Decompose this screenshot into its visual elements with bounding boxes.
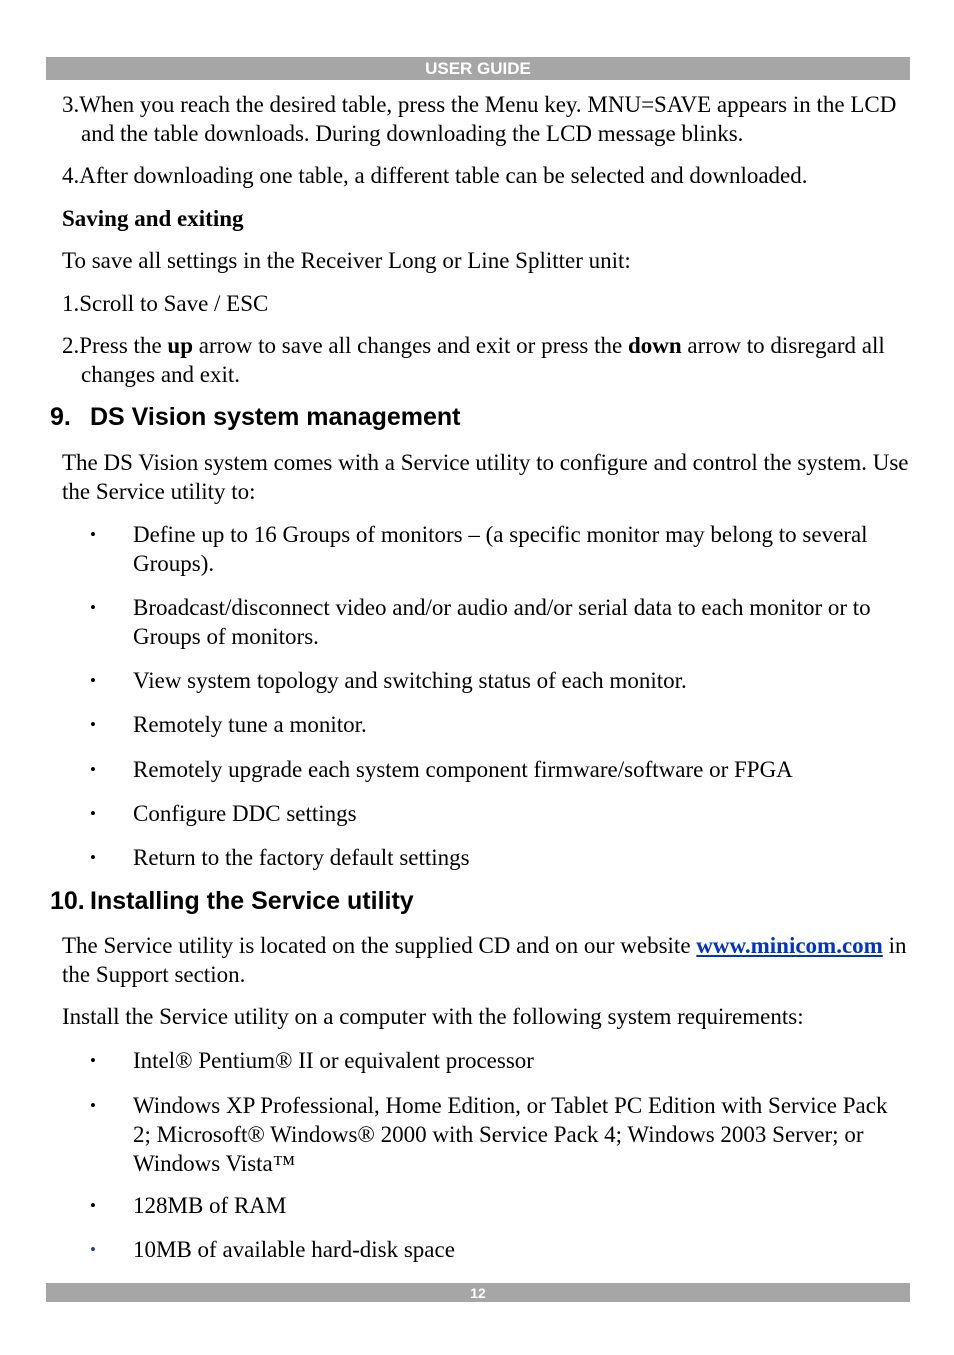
list-item: [62, 593, 910, 651]
bullet-icon: •: [90, 1051, 96, 1070]
bullet-icon: •: [90, 525, 96, 544]
bullet-text: 10MB of available hard-disk space: [133, 1237, 455, 1262]
saving-intro: To save all settings in the Receiver Long or Line Splitter unit:: [62, 248, 631, 273]
list-item: [62, 666, 910, 695]
footer-bar: [46, 1283, 910, 1302]
header-bar: [46, 57, 910, 80]
bullet-text: Return to the factory default settings: [133, 845, 470, 870]
list-item: [62, 799, 910, 828]
bullet-text: Broadcast/disconnect video and/or audio and/or serial data to each monitor or to Groups of monitors.: [133, 595, 871, 649]
header-title: USER GUIDE: [425, 59, 531, 78]
para-1-suffix: in the Support section.: [62, 933, 907, 987]
bullet-text: Remotely upgrade each system component firmware/software or FPGA: [133, 757, 793, 782]
bullet-icon: •: [90, 848, 96, 867]
step-2-up: up: [167, 333, 194, 358]
bullet-text: Remotely tune a monitor.: [133, 712, 367, 737]
list-item: [62, 1046, 910, 1075]
section-10-paragraph-2: Install the Service utility on a computer with the following system requirements:: [62, 1004, 804, 1029]
section-10-heading: [50, 886, 910, 916]
section-9-heading: [50, 402, 910, 432]
bullet-icon: •: [90, 671, 96, 690]
list-item: [62, 1091, 910, 1178]
bullet-icon: •: [90, 1240, 96, 1259]
step-2-down: down: [627, 333, 682, 358]
step-3: 3.When you reach the desired table, press the Menu key. MNU=SAVE appears in the LCD and the table downloads. During downloading the LCD message blinks.: [62, 92, 897, 146]
bullet-text: 128MB of RAM: [133, 1193, 287, 1218]
bullet-icon: •: [90, 1096, 96, 1115]
subheading-saving: Saving and exiting: [62, 206, 244, 231]
list-item: [62, 710, 910, 739]
section-9-title: DS Vision system management: [90, 403, 461, 431]
bullet-text: Intel® Pentium® II or equivalent processor: [133, 1048, 534, 1073]
bullet-icon: •: [90, 715, 96, 734]
website-link[interactable]: www.minicom.com: [696, 933, 883, 958]
bullet-text: Windows XP Professional, Home Edition, or Tablet PC Edition with Service Pack 2; Microsoft® Windows® 2000 with Service Pack 4; Windows 2003 Server; or Windows Vista™: [133, 1093, 888, 1176]
bullet-icon: •: [90, 760, 96, 779]
list-item: [62, 1191, 910, 1220]
section-10-number: 10.: [50, 887, 85, 915]
para-1-prefix: The Service utility is located on the supplied CD and on our website: [62, 933, 697, 958]
page-number: 12: [470, 1285, 486, 1301]
list-item: [62, 843, 910, 872]
step-2-middle: arrow to save all changes and exit or press the: [193, 333, 628, 358]
list-item: [62, 755, 910, 784]
bullet-icon: •: [90, 804, 96, 823]
bullet-icon: •: [90, 1196, 96, 1215]
section-9-intro: The DS Vision system comes with a Service utility to configure and control the system. Use the Service utility to:: [62, 450, 909, 504]
list-item: [62, 1235, 910, 1264]
bullet-text: Define up to 16 Groups of monitors – (a specific monitor may belong to several Groups).: [133, 522, 868, 576]
section-10-title: Installing the Service utility: [90, 887, 414, 915]
section-9-number: 9.: [50, 403, 71, 431]
bullet-icon: •: [90, 598, 96, 617]
step-2-prefix: 2.Press the: [62, 333, 168, 358]
bullet-text: View system topology and switching status of each monitor.: [133, 668, 687, 693]
section-10-paragraph-1: [62, 931, 910, 989]
list-item: [62, 520, 910, 578]
step-2-suffix: arrow to disregard all changes and exit.: [81, 333, 885, 387]
saving-step-2: [62, 331, 929, 389]
bullet-text: Configure DDC settings: [133, 801, 357, 826]
saving-step-1: 1.Scroll to Save / ESC: [62, 291, 269, 316]
step-4: 4.After downloading one table, a different table can be selected and downloaded.: [62, 163, 808, 188]
